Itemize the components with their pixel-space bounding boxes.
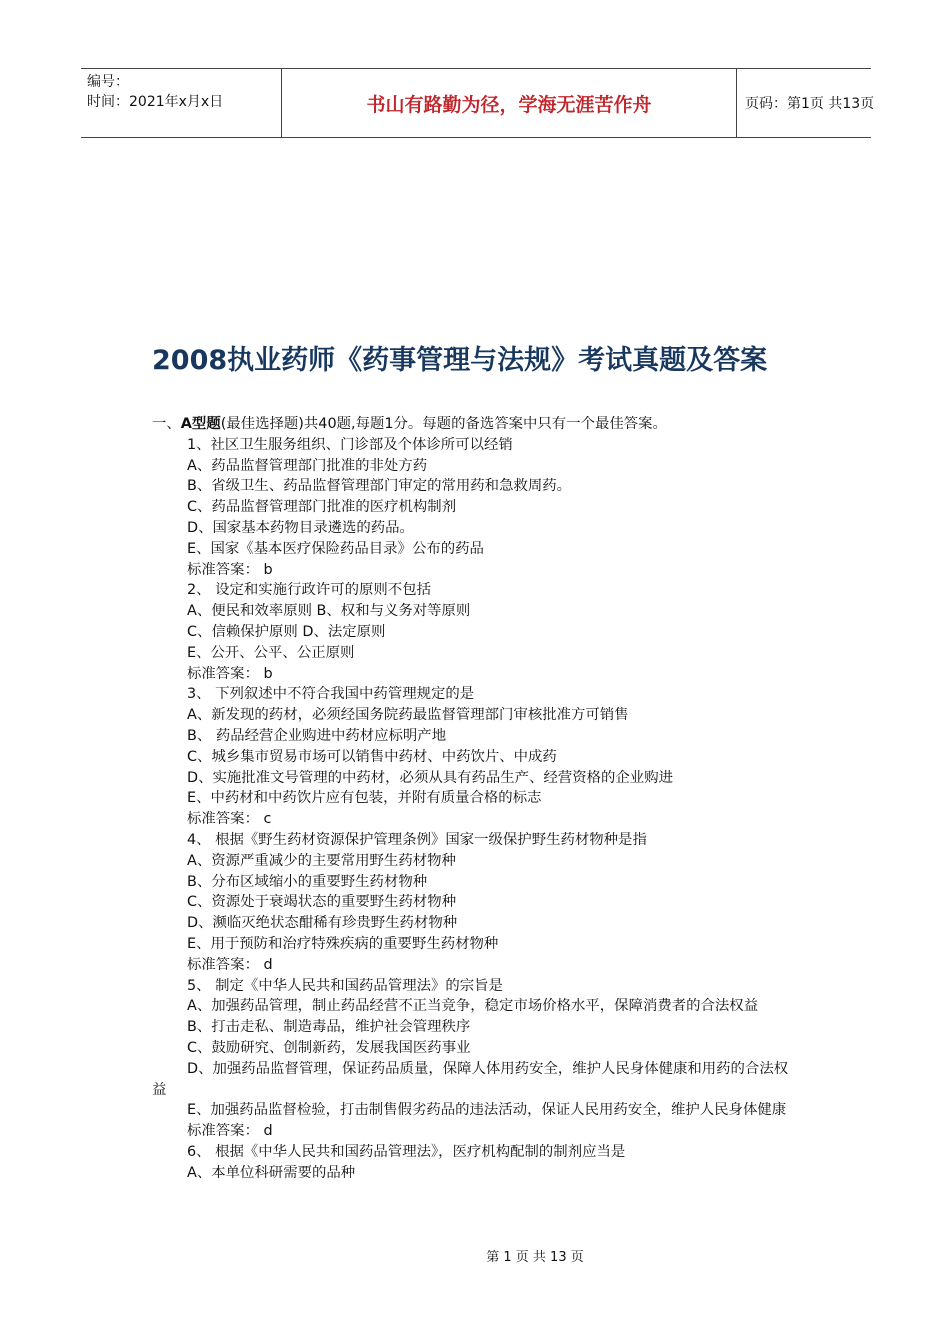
text-line: C、信赖保护原则 D、法定原则: [187, 623, 386, 640]
text-line: C、城乡集市贸易市场可以销售中药材、中药饮片、中成药: [187, 748, 557, 765]
text-line: E、中药材和中药饮片应有包装，并附有质量合格的标志: [187, 790, 542, 807]
header-page-code: 页码：第1页 共13页: [745, 96, 875, 112]
header-meta: [81, 69, 281, 137]
text-line: E、公开、公平、公正原则: [187, 644, 355, 661]
text-line: A、便民和效率原则 B、权和与义务对等原则: [187, 603, 471, 620]
text-line: C、药品监督管理部门批准的医疗机构制剂: [187, 499, 457, 516]
text-line: 标准答案： c: [187, 811, 272, 828]
header-motto: 书山有路勤为径，学海无涯苦作舟: [281, 69, 737, 137]
text-line: 标准答案： b: [187, 561, 273, 578]
header-time: 时间：2021年x月x日: [87, 94, 224, 110]
section-type: A型题: [180, 416, 221, 432]
text-line: B、省级卫生、药品监督管理部门审定的常用药和急救周药。: [187, 478, 572, 495]
text-line: B、打击走私、制造毒品，维护社会管理秩序: [187, 1019, 471, 1036]
text-line: 1、社区卫生服务组织、门诊部及个体诊所可以经销: [187, 436, 513, 453]
question-list: [152, 435, 792, 1184]
text-line: A、本单位科研需要的品种: [187, 1164, 356, 1181]
text-line: D、濒临灭绝状态酣稀有珍贵野生药材物种: [187, 915, 458, 932]
text-line: 6、 根据《中华人民共和国药品管理法》，医疗机构配制的制剂应当是: [187, 1143, 626, 1160]
text-line: B、 药品经营企业购进中药材应标明产地: [187, 727, 447, 744]
text-line: 标准答案： d: [187, 1123, 273, 1140]
text-line: A、资源严重减少的主要常用野生药材物种: [187, 852, 456, 869]
section-desc: (最佳选择题)共40题,每题1分。每题的备选答案中只有一个最佳答案。: [220, 416, 667, 432]
text-line: E、国家《基本医疗保险药品目录》公布的药品: [187, 540, 484, 557]
text-line: 标准答案： b: [187, 665, 273, 682]
text-line: C、鼓励研究、创制新药，发展我国医药事业: [187, 1039, 471, 1056]
document-body: [152, 414, 792, 1183]
text-line: 2、 设定和实施行政许可的原则不包括: [187, 582, 431, 599]
text-line: A、新发现的药材，必须经国务院药最监督管理部门审核批准方可销售: [187, 707, 629, 724]
text-line: A、药品监督管理部门批准的非处方药: [187, 457, 428, 474]
text-line: D、实施批准文号管理的中药材，必须从具有药品生产、经营资格的企业购进: [187, 769, 673, 786]
header-number: 编号：: [87, 74, 129, 90]
page-footer: 第 1 页 共 13 页: [486, 1250, 584, 1265]
section-number: 一、: [152, 416, 181, 432]
text-line: E、用于预防和治疗特殊疾病的重要野生药材物种: [187, 935, 499, 952]
text-line: 4、 根据《野生药材资源保护管理条例》国家一级保护野生药材物种是指: [187, 831, 647, 848]
text-line: B、分布区域缩小的重要野生药材物种: [187, 873, 428, 890]
text-line: 标准答案： d: [187, 956, 273, 973]
section-intro: [152, 414, 792, 435]
page-header: [81, 68, 875, 138]
text-line: 5、 制定《中华人民共和国药品管理法》的宗旨是: [187, 977, 503, 994]
document-title: 2008执业药师《药事管理与法规》考试真题及答案: [152, 345, 768, 376]
text-line: C、资源处于衰竭状态的重要野生药材物种: [187, 894, 457, 911]
text-line: 3、 下列叙述中不符合我国中药管理规定的是: [187, 686, 475, 703]
text-line: A、加强药品管理，制止药品经营不正当竞争，稳定市场价格水平，保障消费者的合法权益: [187, 998, 759, 1015]
text-line: D、国家基本药物目录遴选的药品。: [187, 519, 414, 536]
text-line: D、加强药品监督管理，保证药品质量，保障人体用药安全，维护人民身体健康和用药的合法权益: [152, 1060, 789, 1098]
text-line: E、加强药品监督检验，打击制售假劣药品的违法活动，保证人民用药安全，维护人民身体健康: [187, 1102, 787, 1119]
